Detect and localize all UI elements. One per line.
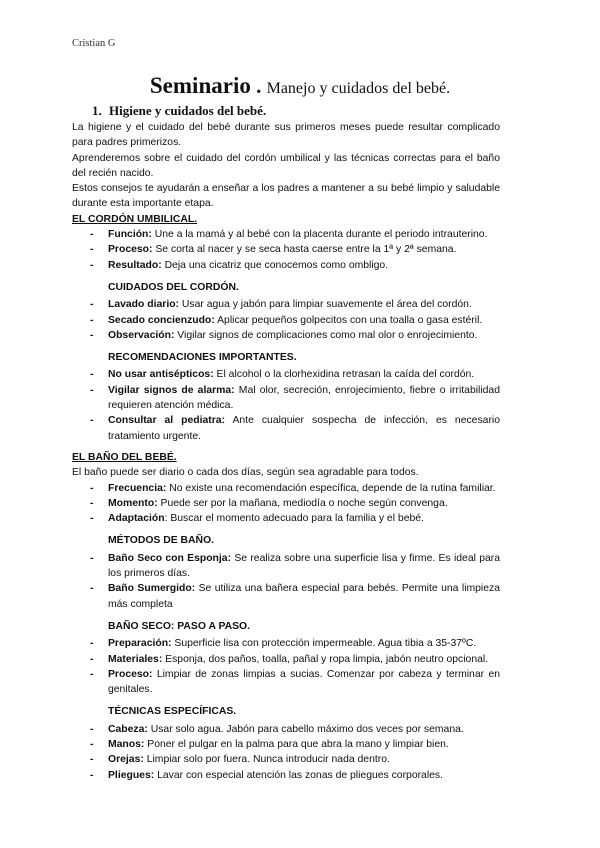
recomendaciones-list <box>72 367 500 443</box>
item-text: Esponja, dos paños, toalla, pañal y ropa limpia, jabón neutro opcional. <box>162 653 489 665</box>
list-item <box>72 636 500 651</box>
list-item <box>72 242 500 257</box>
item-text: Usar agua y jabón para limpiar suavemente el área del cordón. <box>179 299 472 311</box>
cuidados-heading: CUIDADOS DEL CORDÓN. <box>108 281 239 293</box>
item-text: Lavar con especial atención las zonas de pliegues corporales. <box>154 769 444 781</box>
intro-paragraph: Aprenderemos sobre el cuidado del cordón umbilical y las técnicas correctas para el baño del recién nacido. <box>72 152 500 179</box>
list-item <box>72 511 500 526</box>
title-dot: . <box>250 74 267 98</box>
header-author: Cristian G <box>72 38 116 49</box>
metodos-heading: MÉTODOS DE BAÑO. <box>108 535 215 547</box>
item-term: Proceso: <box>108 244 153 256</box>
list-item <box>72 227 500 242</box>
cuidados-list <box>72 297 500 343</box>
list-item <box>72 367 500 382</box>
recomendaciones-heading: RECOMENDACIONES IMPORTANTES. <box>108 352 297 364</box>
item-term: Vigilar signos de alarma: <box>108 384 235 396</box>
item-text: : Buscar el momento adecuado para la familia y el bebé. <box>164 513 424 525</box>
item-term: Frecuencia: <box>108 482 167 494</box>
list-item <box>72 752 500 767</box>
item-text: Se utiliza una bañera especial para bebés. Permite una limpieza más completa <box>108 583 500 610</box>
item-text: Deja una cicatriz que conocemos como ombligo. <box>161 259 389 271</box>
list-item <box>72 667 500 698</box>
item-text: Se realiza sobre una superficie lisa y firme. Es ideal para los primeros días. <box>108 552 501 580</box>
cordon-list <box>72 227 500 273</box>
intro-paragraph: Estos consejos te ayudarán a enseñar a los padres a mantener a su bebé limpio y saludable durante esta importante etapa. <box>72 183 500 210</box>
list-item <box>72 481 500 496</box>
item-text: No existe una recomendación específica, depende de la rutina familiar. <box>166 482 496 494</box>
item-term: Cabeza: <box>108 723 148 735</box>
item-text: Aplicar pequeños golpecitos con una toalla o gasa estéril. <box>214 314 483 326</box>
item-term: Observación: <box>108 329 175 341</box>
list-item <box>72 722 500 737</box>
bano-seco-heading: BAÑO SECO: PASO A PASO. <box>108 620 251 632</box>
title-main: Seminario <box>149 73 251 98</box>
item-term: Manos: <box>108 738 145 750</box>
section-1-title: Higiene y cuidados del bebé. <box>109 103 267 118</box>
list-item <box>72 737 500 752</box>
item-text: Vigilar signos de complicaciones como mal olor o enrojecimiento. <box>174 329 478 341</box>
list-item <box>72 581 500 612</box>
item-text: Ante cualquier sospecha de infección, es necesario tratamiento urgente. <box>108 415 500 442</box>
item-term: Pliegues: <box>108 769 155 781</box>
section-1-heading <box>92 102 500 120</box>
metodos-list <box>72 551 500 612</box>
tecnicas-list <box>72 722 500 783</box>
document-title <box>0 73 600 99</box>
item-term: Momento: <box>108 497 158 509</box>
bano-heading: EL BAÑO DEL BEBÉ. <box>72 451 177 463</box>
list-item <box>72 768 500 783</box>
list-item <box>72 258 500 273</box>
item-term: Secado concienzudo: <box>108 314 215 326</box>
item-text: Mal olor, secreción, enrojecimiento, fiebre o irritabilidad requieren atención médica. <box>108 384 500 412</box>
item-term: Consultar al pediatra: <box>108 415 226 427</box>
section-1-number: 1. <box>92 103 102 118</box>
cordon-heading: EL CORDÓN UMBILICAL. <box>72 213 198 225</box>
item-text: Limpiar solo por fuera. Nunca introducir nada dentro. <box>143 754 390 766</box>
item-term: No usar antisépticos: <box>108 369 214 381</box>
item-term: Preparación: <box>108 638 172 650</box>
list-item <box>72 652 500 667</box>
item-term: Baño Seco con Esponja: <box>108 552 232 564</box>
list-item <box>72 496 500 511</box>
item-term: Resultado: <box>108 259 162 271</box>
item-term: Proceso: <box>108 668 153 680</box>
item-term: Materiales: <box>108 653 163 665</box>
list-item <box>72 551 500 582</box>
item-text: Une a la mamá y al bebé con la placenta durante el periodo intrauterino. <box>151 229 488 241</box>
document-body <box>72 102 500 783</box>
list-item <box>72 413 500 444</box>
item-text: Usar solo agua. Jabón para cabello máximo dos veces por semana. <box>147 723 464 735</box>
item-text: Superficie lisa con protección impermeable. Agua tibia a 35-37ºC. <box>171 638 477 650</box>
item-term: Adaptación <box>108 513 165 525</box>
item-text: Se corta al nacer y se seca hasta caerse entre la 1ª y 2ª semana. <box>152 244 457 256</box>
list-item <box>72 383 500 414</box>
item-text: Limpiar de zonas limpias a sucias. Comenzar por cabeza y terminar en genitales. <box>108 668 500 696</box>
list-item <box>72 328 500 343</box>
list-item <box>72 297 500 312</box>
intro-paragraph: La higiene y el cuidado del bebé durante sus primeros meses puede resultar complicado para padres primerizos. <box>72 122 500 149</box>
item-term: Lavado diario: <box>108 299 180 311</box>
item-text: Poner el pulgar en la palma para que abra la mano y limpiar bien. <box>144 738 449 750</box>
title-subtitle: Manejo y cuidados del bebé. <box>266 80 451 97</box>
list-item <box>72 313 500 328</box>
tecnicas-heading: TÉCNICAS ESPECÍFICAS. <box>108 706 237 718</box>
item-text: Puede ser por la mañana, mediodía o noche según convenga. <box>157 497 448 509</box>
item-term: Baño Sumergido: <box>108 583 196 595</box>
item-text: El alcohol o la clorhexidina retrasan la caída del cordón. <box>213 369 475 381</box>
item-term: Función: <box>108 229 152 241</box>
bano-intro: El baño puede ser diario o cada dos días, según sea agradable para todos. <box>72 467 419 479</box>
bano-seco-list <box>72 636 500 697</box>
bano-list <box>72 481 500 527</box>
item-term: Orejas: <box>108 754 144 766</box>
